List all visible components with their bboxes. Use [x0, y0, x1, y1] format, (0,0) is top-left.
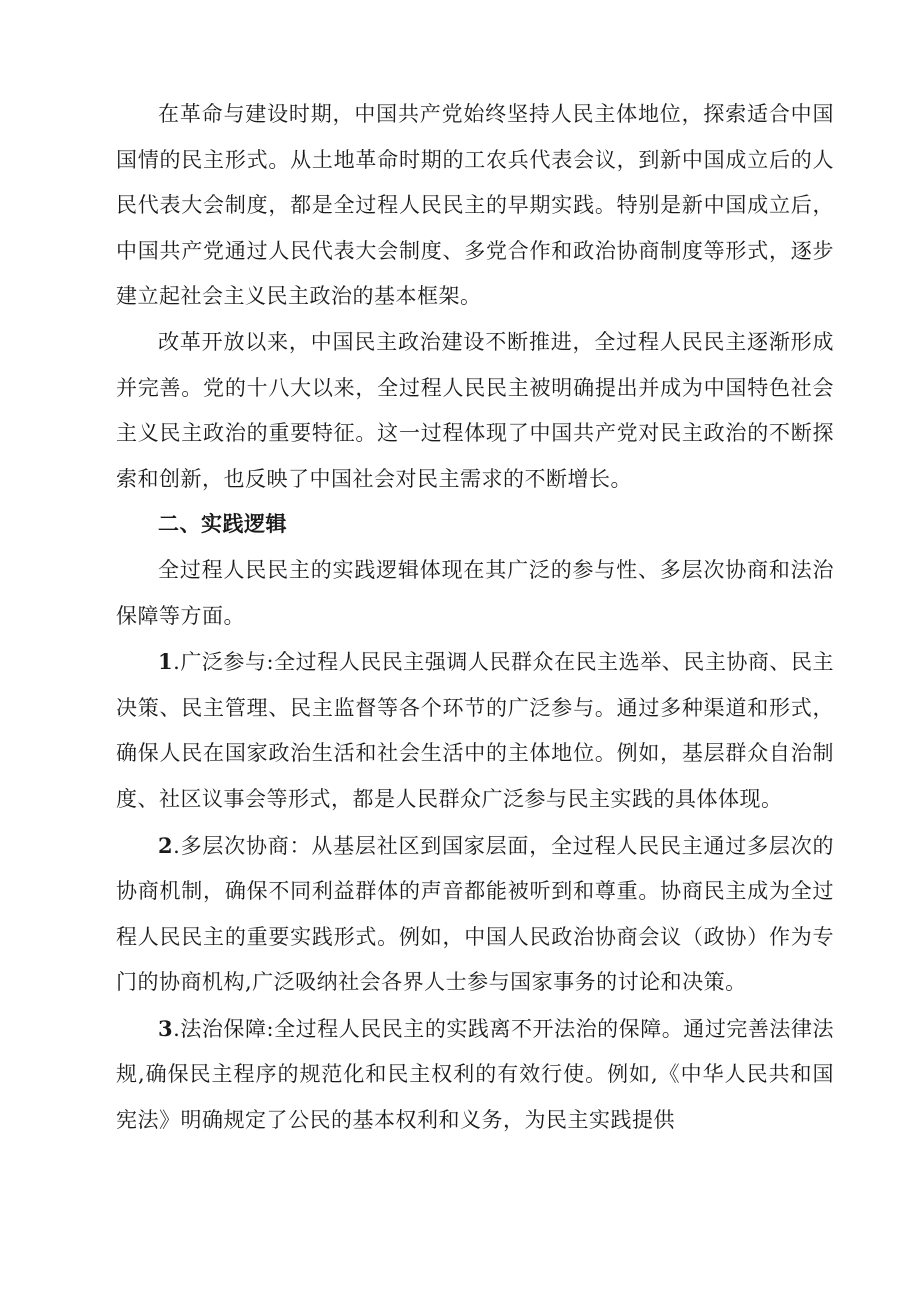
document-page: [116, 92, 834, 1144]
paragraph-revolution-period: 在革命与建设时期，中国共产党始终坚持人民主体地位，探索适合中国国情的民主形式。从土地革命时期的工农兵代表会议，到新中国成立后的人民代表大会制度，都是全过程人民民主的早期实践。特别是新中国成立后，中国共产党通过人民代表大会制度、多党合作和政治协商制度等形式，逐步建立起社会主义民主政治的基本框架。: [116, 102, 834, 309]
list-item-number: 3: [158, 1015, 174, 1041]
list-item-number: 1: [158, 649, 174, 675]
section-intro: 全过程人民民主的实践逻辑体现在其广泛的参与性、多层次协商和法治保障等方面。: [116, 557, 834, 628]
list-item-number: 2: [158, 832, 174, 858]
section-heading: 二、实践逻辑: [158, 512, 287, 537]
paragraph-reform-period: 改革开放以来，中国民主政治建设不断推进，全过程人民民主逐渐形成并完善。党的十八大以来，全过程人民民主被明确提出并成为中国特色社会主义民主政治的重要特征。这一过程体现了中国共产党对民主政治的不断探索和创新，也反映了中国社会对民主需求的不断增长。: [116, 329, 834, 491]
list-item-multilevel-consultation: [116, 823, 834, 1006]
list-item-text: .多层次协商：从基层社区到国家层面，全过程人民民主通过多层次的协商机制，确保不同利益群体的声音都能被听到和尊重。协商民主成为全过程人民民主的重要实践形式。例如，中国人民政治协商会议（政协）作为专门的协商机构,广泛吸纳社会各界人士参与国家事务的讨论和决策。: [116, 833, 834, 995]
list-item-rule-of-law: [116, 1006, 834, 1144]
list-item-broad-participation: [116, 639, 834, 822]
list-item-text: .法治保障:全过程人民民主的实践离不开法治的保障。通过完善法律法规,确保民主程序的规范化和民主权利的有效行使。例如,《中华人民共和国宪法》明确规定了公民的基本权利和义务，为民主实践提供: [116, 1016, 834, 1133]
list-item-text: .广泛参与:全过程人民民主强调人民群众在民主选举、民主协商、民主决策、民主管理、民主监督等各个环节的广泛参与。通过多种渠道和形式，确保人民在国家政治生活和社会生活中的主体地位。例如，基层群众自治制度、社区议事会等形式，都是人民群众广泛参与民主实践的具体体现。: [116, 650, 834, 811]
